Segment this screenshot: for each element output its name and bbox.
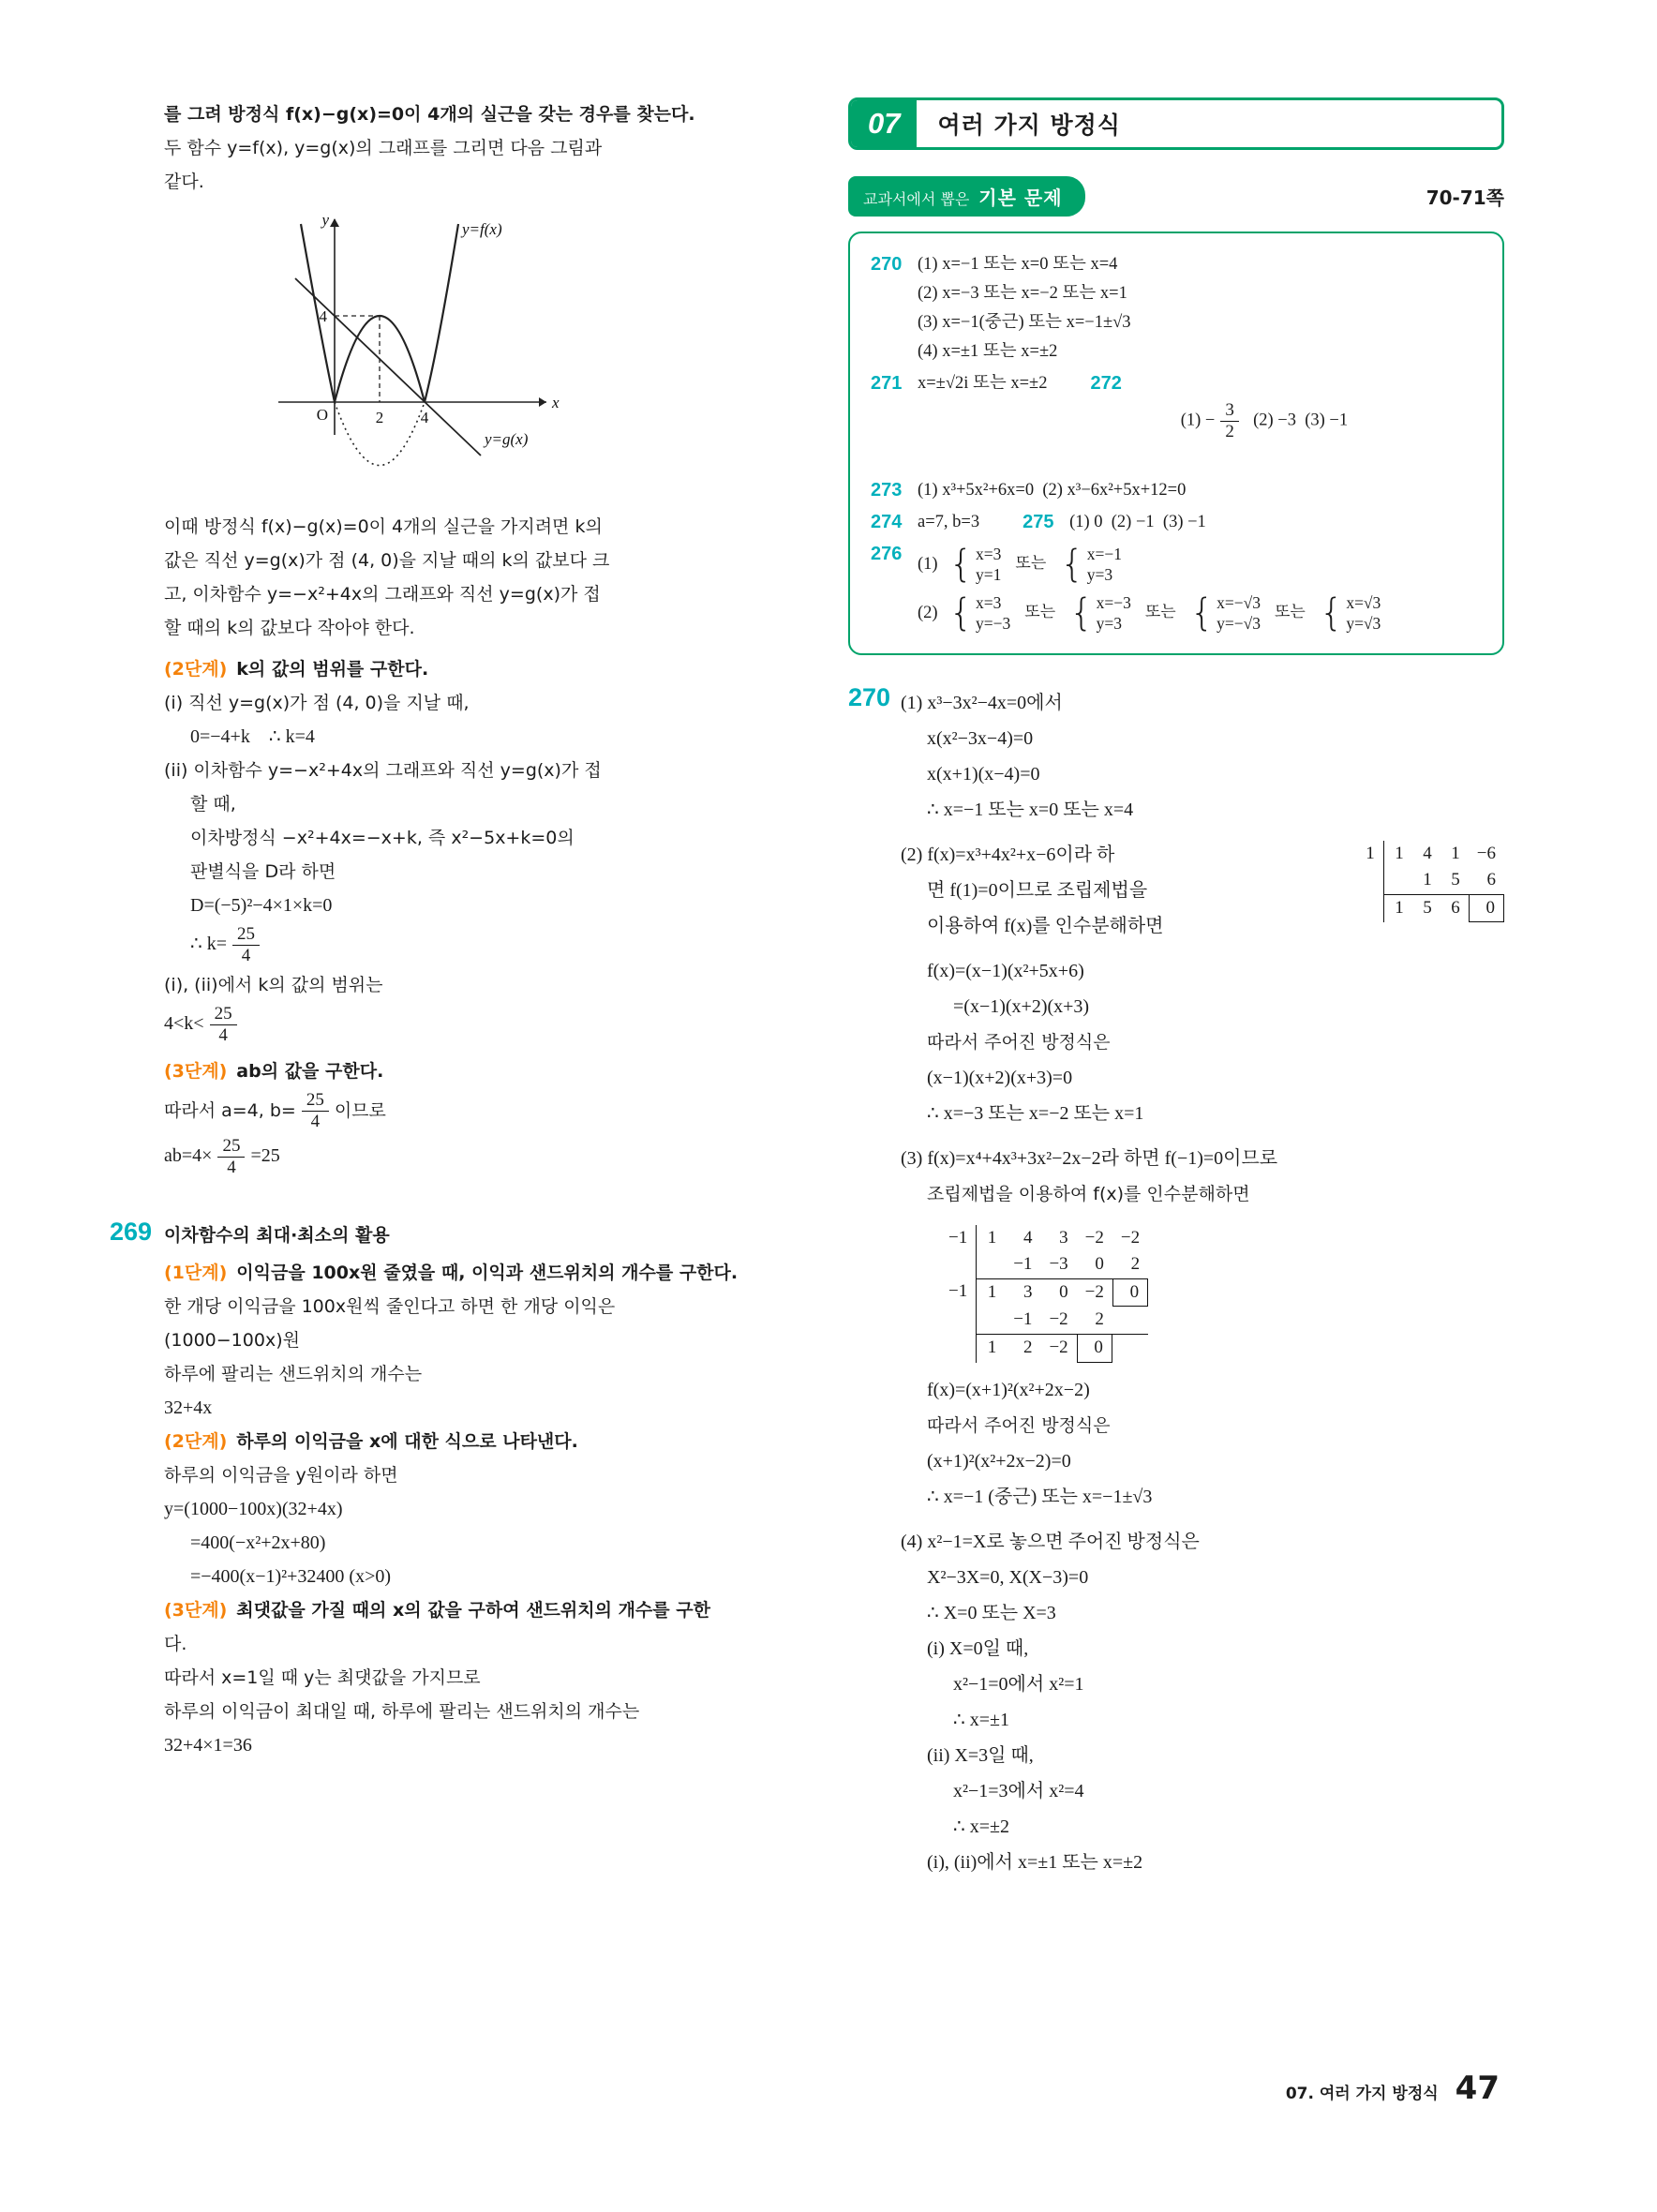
text-line: x²−1=3에서 x²=4 xyxy=(953,1780,1084,1801)
synthetic-division-cell xyxy=(977,1251,1005,1278)
synthetic-division-cell xyxy=(1112,1334,1148,1363)
basic-problems-badge xyxy=(848,176,1085,217)
solution-270-body xyxy=(901,685,1504,1880)
step-line: (3단계) 최댓값을 가질 때의 x의 값을 구하여 샌드위치의 개수를 구한 xyxy=(164,1599,710,1621)
synthetic-division-cell: 5 xyxy=(1412,894,1441,923)
fraction-numerator: 3 xyxy=(1220,400,1239,422)
synthetic-division-cell: −2 xyxy=(1049,1309,1068,1330)
text-line: 이용하여 f(x)를 인수분해하면 xyxy=(927,915,1164,936)
problem-269-header xyxy=(110,1217,815,1247)
synthetic-division-cell xyxy=(1356,867,1384,894)
x-axis-arrow xyxy=(539,397,546,407)
problem-number: 270 xyxy=(848,682,891,711)
text-line: 같다. xyxy=(164,172,204,192)
text-line: ∴ x=±1 xyxy=(953,1709,1009,1730)
synthetic-division-cell: 5 xyxy=(1451,870,1460,890)
synthetic-division-cell xyxy=(940,1307,977,1334)
solution-part-2-text xyxy=(901,837,1238,944)
answer-number: 274 xyxy=(871,511,903,532)
solution-part-3-text xyxy=(901,1141,1504,1212)
text-line: 0=−4+k ∴ k=4 xyxy=(190,726,315,747)
text-line: y=(1000−100x)(32+4x) xyxy=(164,1498,343,1519)
fraction: $\frac{25}{4}$ xyxy=(210,1004,237,1046)
chapter-title: 여러 가지 방정식 xyxy=(937,112,1121,139)
problem-269 xyxy=(110,1217,815,1762)
answer-272-rest: (2) −3 (3) −1 xyxy=(1244,411,1349,430)
synthetic-division-cell: 1 xyxy=(1395,843,1404,863)
function-graph xyxy=(250,210,815,495)
equation-system: { x=−√3 y=−√3 xyxy=(1189,590,1261,635)
synthetic-division-cell xyxy=(1384,867,1412,894)
text-line: 판별식을 D라 하면 xyxy=(190,861,336,882)
text-line: (1000−100x)원 xyxy=(164,1329,300,1351)
step3-section xyxy=(164,1054,815,1179)
chapter-header xyxy=(848,97,1504,150)
problem-269-solution xyxy=(164,1256,815,1762)
synthetic-division-cell: −2 xyxy=(1077,1278,1112,1308)
text-line: (x+1)²(x²+2x−2)=0 xyxy=(927,1450,1071,1472)
right-column xyxy=(848,97,1504,1890)
solution-part-2-rest xyxy=(901,953,1504,1131)
text-line: f(x)=(x−1)(x²+5x+6) xyxy=(927,960,1084,981)
equation-system: { x=−1 y=3 xyxy=(1060,542,1122,586)
text-line: (i) 직선 y=g(x)가 점 (4, 0)을 지날 때, xyxy=(164,693,470,713)
answer-number: 276 xyxy=(871,543,903,564)
synthetic-division-cell: 1 xyxy=(1451,843,1460,863)
synthetic-division-cell: 0 xyxy=(1112,1278,1148,1308)
text-line: 할 때의 k의 값보다 작아야 한다. xyxy=(164,618,415,638)
synthetic-division-cell: −1 xyxy=(1013,1309,1033,1330)
synthetic-division-cell: 1 xyxy=(977,1278,1005,1308)
answer-row-270 xyxy=(871,250,1482,366)
synthetic-division-cell: 1 xyxy=(987,1227,997,1248)
origin-label: O xyxy=(316,406,328,424)
solution-part-1 xyxy=(901,685,1504,828)
text-line: 두 함수 y=f(x), y=g(x)의 그래프를 그리면 다음 그림과 xyxy=(164,138,603,158)
synthetic-division-cell: 0 xyxy=(1095,1254,1104,1275)
fraction: $\frac{25}{4}$ xyxy=(217,1136,245,1178)
page-footer xyxy=(1286,2070,1500,2107)
text-line: (ii) X=3일 때, xyxy=(927,1744,1034,1766)
text-line: (x−1)(x+2)(x+3)=0 xyxy=(927,1067,1073,1088)
text-line: ab=4× $\frac{25}{4}$ =25 xyxy=(164,1136,280,1177)
vertex-helper-dashes xyxy=(335,316,380,402)
equation-system: { x=3 y=1 xyxy=(948,542,1002,586)
answer-270-items xyxy=(918,250,1131,366)
answer-row-273 xyxy=(871,476,1482,505)
text-line: 하루의 이익금이 최대일 때, 하루에 팔리는 샌드위치의 개수는 xyxy=(164,1700,640,1722)
basic-problems-header xyxy=(848,176,1504,217)
answer-276-items xyxy=(918,540,1382,637)
synthetic-division-cell: −2 xyxy=(1084,1227,1104,1248)
text-line: 이차방정식 −x²+4x=−x+k, 즉 x²−5x+k=0의 xyxy=(190,828,575,848)
fraction: $\frac{25}{4}$ xyxy=(232,924,260,966)
synthetic-division-cell: 1 xyxy=(977,1334,1005,1363)
synthetic-division-cell: −6 xyxy=(1476,843,1496,863)
g-line-label: y=g(x) xyxy=(485,430,529,448)
footer-page-number: 47 xyxy=(1455,2070,1500,2107)
solution-part-2 xyxy=(901,837,1504,944)
text-line: 하루의 이익금을 y원이라 하면 xyxy=(164,1464,398,1486)
problem-title: 이차함수의 최대·최소의 활용 xyxy=(164,1224,390,1246)
text-line: 를 그려 방정식 f(x)−g(x)=0이 4개의 실근을 갖는 경우를 찾는다. xyxy=(164,104,695,125)
answer-box xyxy=(848,232,1504,655)
text-line: (i), (ii)에서 x=±1 또는 x=±2 xyxy=(927,1851,1143,1873)
synthetic-division-cell: −1 xyxy=(1013,1254,1033,1275)
text-line: =(x−1)(x+2)(x+3) xyxy=(953,995,1090,1017)
synthetic-division-cell xyxy=(1112,1307,1148,1334)
text-line: 할 때, xyxy=(190,794,236,815)
badge-pre-text: 교과서에서 뽑은 xyxy=(863,190,970,208)
text-line: (1) x³−3x²−4x=0에서 xyxy=(901,692,1063,713)
answer-text: a=7, b=3 xyxy=(918,512,980,531)
text-line: (2) x=−3 또는 x=−2 또는 x=1 xyxy=(918,284,1127,303)
synthetic-division-cell: −2 xyxy=(1040,1334,1076,1363)
text-line: 이때 방정식 f(x)−g(x)=0이 4개의 실근을 가지려면 k의 xyxy=(164,516,603,537)
text-line: (i) X=0일 때, xyxy=(927,1637,1029,1659)
chapter-number: 07 xyxy=(851,100,917,147)
text-line: x(x²−3x−4)=0 xyxy=(927,727,1034,749)
step-line: (1단계) 이익금을 100x원 줄였을 때, 이익과 샌드위치의 개수를 구한다. xyxy=(164,1262,739,1283)
answer-systems-line: (1) { x=3 y=1 또는 { x=−1 y=3 xyxy=(918,542,1122,586)
badge-main-text: 기본 문제 xyxy=(978,187,1063,209)
synthetic-division-cell xyxy=(1356,894,1384,923)
solution-part-3-table xyxy=(901,1221,1504,1363)
text-line: 값은 직선 y=g(x)가 점 (4, 0)을 지날 때의 k의 값보다 크 xyxy=(164,550,610,571)
step-line: (2단계) 하루의 이익금을 x에 대한 식으로 나타낸다. xyxy=(164,1430,578,1452)
synthetic-division-cell: −2 xyxy=(1120,1227,1141,1248)
fraction: $\frac{25}{4}$ xyxy=(302,1090,329,1132)
text-line: ∴ X=0 또는 X=3 xyxy=(927,1602,1056,1623)
text-line: (2) f(x)=x³+4x²+x−6이라 하 xyxy=(901,844,1115,865)
synthetic-division-cell: 2 xyxy=(1130,1254,1141,1275)
y-axis-label: y xyxy=(321,211,329,229)
synthetic-division-cell: 4 xyxy=(1023,1227,1033,1248)
text-line: (3) f(x)=x⁴+4x³+3x²−2x−2라 하면 f(−1)=0이므로 xyxy=(901,1147,1278,1169)
answer-row-276 xyxy=(871,540,1482,637)
answer-number: 275 xyxy=(1023,511,1054,532)
answer-text: (1) 0 (2) −1 (3) −1 xyxy=(1069,512,1206,531)
synthetic-division-cell: 3 xyxy=(1005,1278,1040,1308)
text-line: ∴ x=−1 또는 x=0 또는 x=4 xyxy=(927,799,1134,820)
text-line: f(x)=(x+1)²(x²+2x−2) xyxy=(927,1379,1090,1400)
text-line: 4<k< $\frac{25}{4}$ xyxy=(164,1002,815,1048)
text-line: 따라서 x=1일 때 y는 최댓값을 가지므로 xyxy=(164,1666,481,1688)
text-line: ∴ k= $\frac{25}{4}$ xyxy=(164,922,815,968)
answer-number: 270 xyxy=(871,254,903,275)
synthetic-division-cell: 3 xyxy=(1059,1227,1068,1248)
text-line: =400(−x²+2x+80) xyxy=(190,1532,326,1553)
intro-paragraph xyxy=(164,97,815,199)
synthetic-division-cell: 2 xyxy=(1095,1309,1104,1330)
condition-paragraph xyxy=(164,510,815,645)
synthetic-division-cell: −1 xyxy=(940,1225,977,1252)
equation-system: { x=−3 y=3 xyxy=(1069,590,1131,635)
g-line xyxy=(295,278,481,456)
solution-part-4 xyxy=(901,1524,1504,1880)
answer-row-274-275 xyxy=(871,508,1482,537)
synthetic-division-cell: 6 xyxy=(1441,894,1469,923)
step-line: (3단계) ab의 값을 구한다. xyxy=(164,1061,384,1083)
x-axis-label: x xyxy=(552,394,560,411)
text-line: =−400(x−1)²+32400 (x>0) xyxy=(190,1565,392,1587)
fraction-denominator: 2 xyxy=(1225,421,1234,441)
text-line: (3) x=−1(중근) 또는 x=−1±√3 xyxy=(918,313,1131,332)
footer-chapter: 07. 여러 가지 방정식 xyxy=(1285,2085,1439,2103)
text-line: x²−1=0에서 x²=1 xyxy=(953,1673,1084,1695)
text-line: 32+4x xyxy=(164,1397,213,1418)
synthetic-division-cell xyxy=(977,1307,1005,1334)
synthetic-division-cell: 1 xyxy=(1384,894,1412,923)
y-axis-arrow xyxy=(330,218,339,227)
text-line: 고, 이차함수 y=−x²+4x의 그래프와 직선 y=g(x)가 접 xyxy=(164,584,601,605)
text-line: 한 개당 이익금을 100x원씩 줄인다고 하면 한 개당 이익은 xyxy=(164,1295,616,1317)
synthetic-division-cell: −1 xyxy=(940,1278,977,1308)
answer-systems-line: (2) { x=3 y=−3 또는 { x=−3 y=3 또는 { x=−√3 y=−√3 또는 { x=√3 y=√3 xyxy=(918,590,1381,635)
synthetic-division-table xyxy=(1356,841,1504,923)
x-tick-4-label: 4 xyxy=(420,409,429,426)
text-line: (1) x=−1 또는 x=0 또는 x=4 xyxy=(918,255,1118,274)
synthetic-division-cell xyxy=(940,1334,977,1363)
answer-text: x=±√2i 또는 x=±2 xyxy=(918,374,1048,393)
answer-text: (1) x³+5x²+6x=0 (2) x³−6x²+5x+12=0 xyxy=(918,480,1187,500)
answer-272-pre: (1) − xyxy=(1180,411,1216,430)
synthetic-division-cell: 2 xyxy=(1005,1334,1040,1363)
text-line: D=(−5)²−4×1×k=0 xyxy=(190,895,333,916)
text-line: X²−3X=0, X(X−3)=0 xyxy=(927,1566,1089,1588)
solution-part-3-rest xyxy=(901,1372,1504,1515)
step2-section xyxy=(164,652,815,1047)
equation-system: { x=√3 y=√3 xyxy=(1319,590,1381,635)
answer-number: 273 xyxy=(871,479,903,501)
text-line: (i), (ii)에서 k의 값의 범위는 xyxy=(164,974,383,995)
answer-text xyxy=(1137,369,1348,473)
answer-number: 272 xyxy=(1090,373,1122,394)
text-line: ∴ x=−3 또는 x=−2 또는 x=1 xyxy=(927,1102,1144,1124)
synthetic-division-cell: 1 xyxy=(1423,870,1432,890)
text-line: (4) x=±1 또는 x=±2 xyxy=(918,342,1058,361)
fraction xyxy=(1220,400,1239,442)
synthetic-division-cell: 0 xyxy=(1469,894,1504,923)
synthetic-division-cell xyxy=(940,1251,977,1278)
synthetic-division-cell: 0 xyxy=(1077,1334,1112,1363)
text-line: ∴ x=±2 xyxy=(953,1816,1009,1837)
text-line: x(x+1)(x−4)=0 xyxy=(927,763,1040,785)
answer-row-271-272 xyxy=(871,369,1482,473)
x-tick-2-label: 2 xyxy=(375,409,384,426)
text-line: (ii) 이차함수 y=−x²+4x의 그래프와 직선 y=g(x)가 접 xyxy=(164,760,602,781)
text-line: 조립제법을 이용하여 f(x)를 인수분해하면 xyxy=(927,1183,1250,1204)
text-line: 다. xyxy=(164,1633,187,1654)
page-range: 70-71쪽 xyxy=(1426,187,1504,209)
solution-270 xyxy=(848,682,1504,1880)
graph-svg xyxy=(250,210,578,491)
problem-number: 269 xyxy=(110,1217,153,1246)
text-line: ∴ x=−1 (중근) 또는 x=−1±√3 xyxy=(927,1486,1153,1507)
text-line: 따라서 주어진 방정식은 xyxy=(927,1414,1111,1436)
equation-system: { x=3 y=−3 xyxy=(948,590,1011,635)
f-curve-label: y=f(x) xyxy=(462,220,502,238)
synthetic-division-table xyxy=(940,1225,1148,1363)
y-tick-4-label: 4 xyxy=(319,307,327,325)
synthetic-division-cell: 4 xyxy=(1423,843,1432,863)
text-line: 따라서 주어진 방정식은 xyxy=(927,1031,1111,1053)
text-line: 따라서 a=4, b= $\frac{25}{4}$ 이므로 xyxy=(164,1090,386,1132)
left-column xyxy=(110,97,815,1762)
synthetic-division-cell: 6 xyxy=(1486,870,1496,890)
text-line: 하루에 팔리는 샌드위치의 개수는 xyxy=(164,1363,423,1384)
text-line: 면 f(1)=0이므로 조립제법을 xyxy=(927,879,1148,901)
step-line: (2단계) k의 값의 범위를 구한다. xyxy=(164,659,429,680)
text-line: (4) x²−1=X로 놓으면 주어진 방정식은 xyxy=(901,1531,1200,1552)
synthetic-division-cell: −3 xyxy=(1049,1254,1068,1275)
answer-number: 271 xyxy=(871,373,903,394)
synthetic-division-cell: 1 xyxy=(1356,841,1384,868)
text-line: 32+4×1=36 xyxy=(164,1734,252,1756)
synthetic-division-cell: 0 xyxy=(1040,1278,1076,1308)
